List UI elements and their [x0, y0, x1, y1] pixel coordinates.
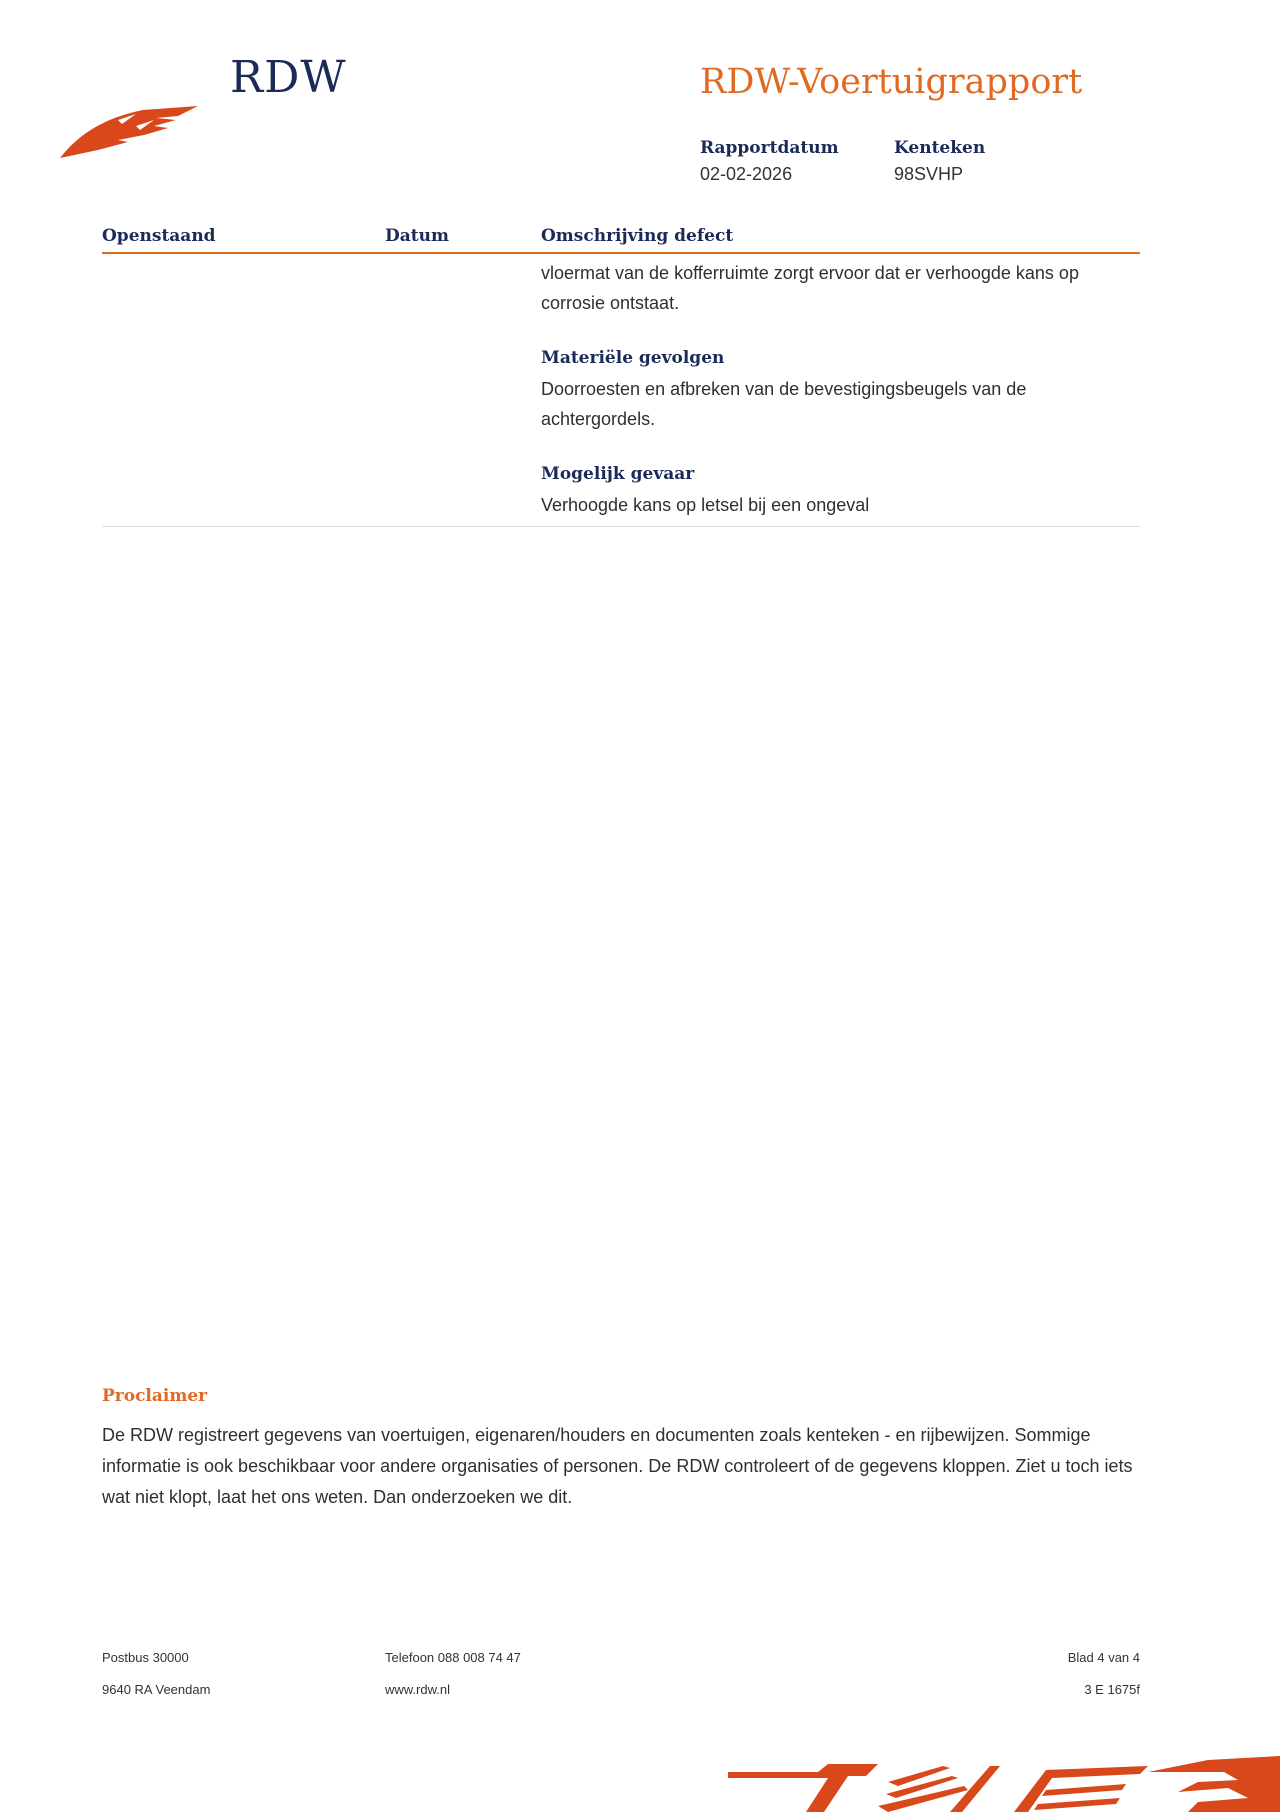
rdw-logo — [58, 52, 358, 162]
possible-danger-title: Mogelijk gevaar — [541, 464, 695, 484]
report-date — [700, 138, 839, 185]
logo-text: RDW — [230, 52, 347, 103]
table-row — [102, 254, 1140, 527]
footer-code: 3 E 1675f — [1084, 1682, 1140, 1697]
material-consequences-text: Doorroesten en afbreken van de bevestigingsbeugels van de achtergordels. — [541, 379, 1027, 429]
footer-website[interactable]: www.rdw.nl — [385, 1682, 451, 1697]
footer-address-line2: 9640 RA Veendam — [102, 1682, 211, 1697]
proclaimer-title: Proclaimer — [102, 1386, 208, 1406]
footer-address — [102, 1642, 210, 1706]
proclaimer-section — [102, 1386, 1142, 1513]
rdw-stripes-icon — [728, 1742, 1280, 1812]
defect-description: vloermat van de kofferruimte zorgt ervoor dat er verhoogde kans op corrosie ontstaat. — [541, 263, 1079, 313]
report-date-value: 02-02-2026 — [700, 164, 793, 184]
table-header — [102, 224, 1140, 254]
license-plate-value: 98SVHP — [894, 164, 964, 184]
material-consequences-title: Materiële gevolgen — [541, 348, 725, 368]
footer-address-line1: Postbus 30000 — [102, 1650, 189, 1665]
footer-phone: Telefoon 088 008 74 47 — [385, 1650, 521, 1665]
proclaimer-text: De RDW registreert gegevens van voertuigen, eigenaren/houders en documenten zoals kenteken - en rijbewijzen. Sommige informatie is ook beschikbaar voor andere organisaties of personen. De RDW controleert of de gegevens kloppen. Ziet u toch iets wat niet klopt, laat het ons weten. Dan onderzoeken we dit. — [102, 1425, 1133, 1507]
column-header-datum: Datum — [385, 226, 449, 246]
footer-contact — [385, 1642, 521, 1706]
footer-page-number: Blad 4 van 4 — [1067, 1650, 1140, 1665]
defects-table — [102, 224, 1140, 527]
column-header-openstaand: Openstaand — [102, 226, 216, 246]
rdw-wing-logo-icon — [58, 80, 208, 160]
column-header-description: Omschrijving defect — [541, 226, 734, 246]
document-title: RDW-Voertuigrapport — [700, 62, 1083, 102]
possible-danger-text: Verhoogde kans op letsel bij een ongeval — [541, 495, 870, 515]
report-date-label: Rapportdatum — [700, 138, 839, 158]
license-plate-label: Kenteken — [894, 138, 986, 158]
footer-page-info — [1068, 1642, 1140, 1706]
license-plate — [894, 138, 985, 185]
